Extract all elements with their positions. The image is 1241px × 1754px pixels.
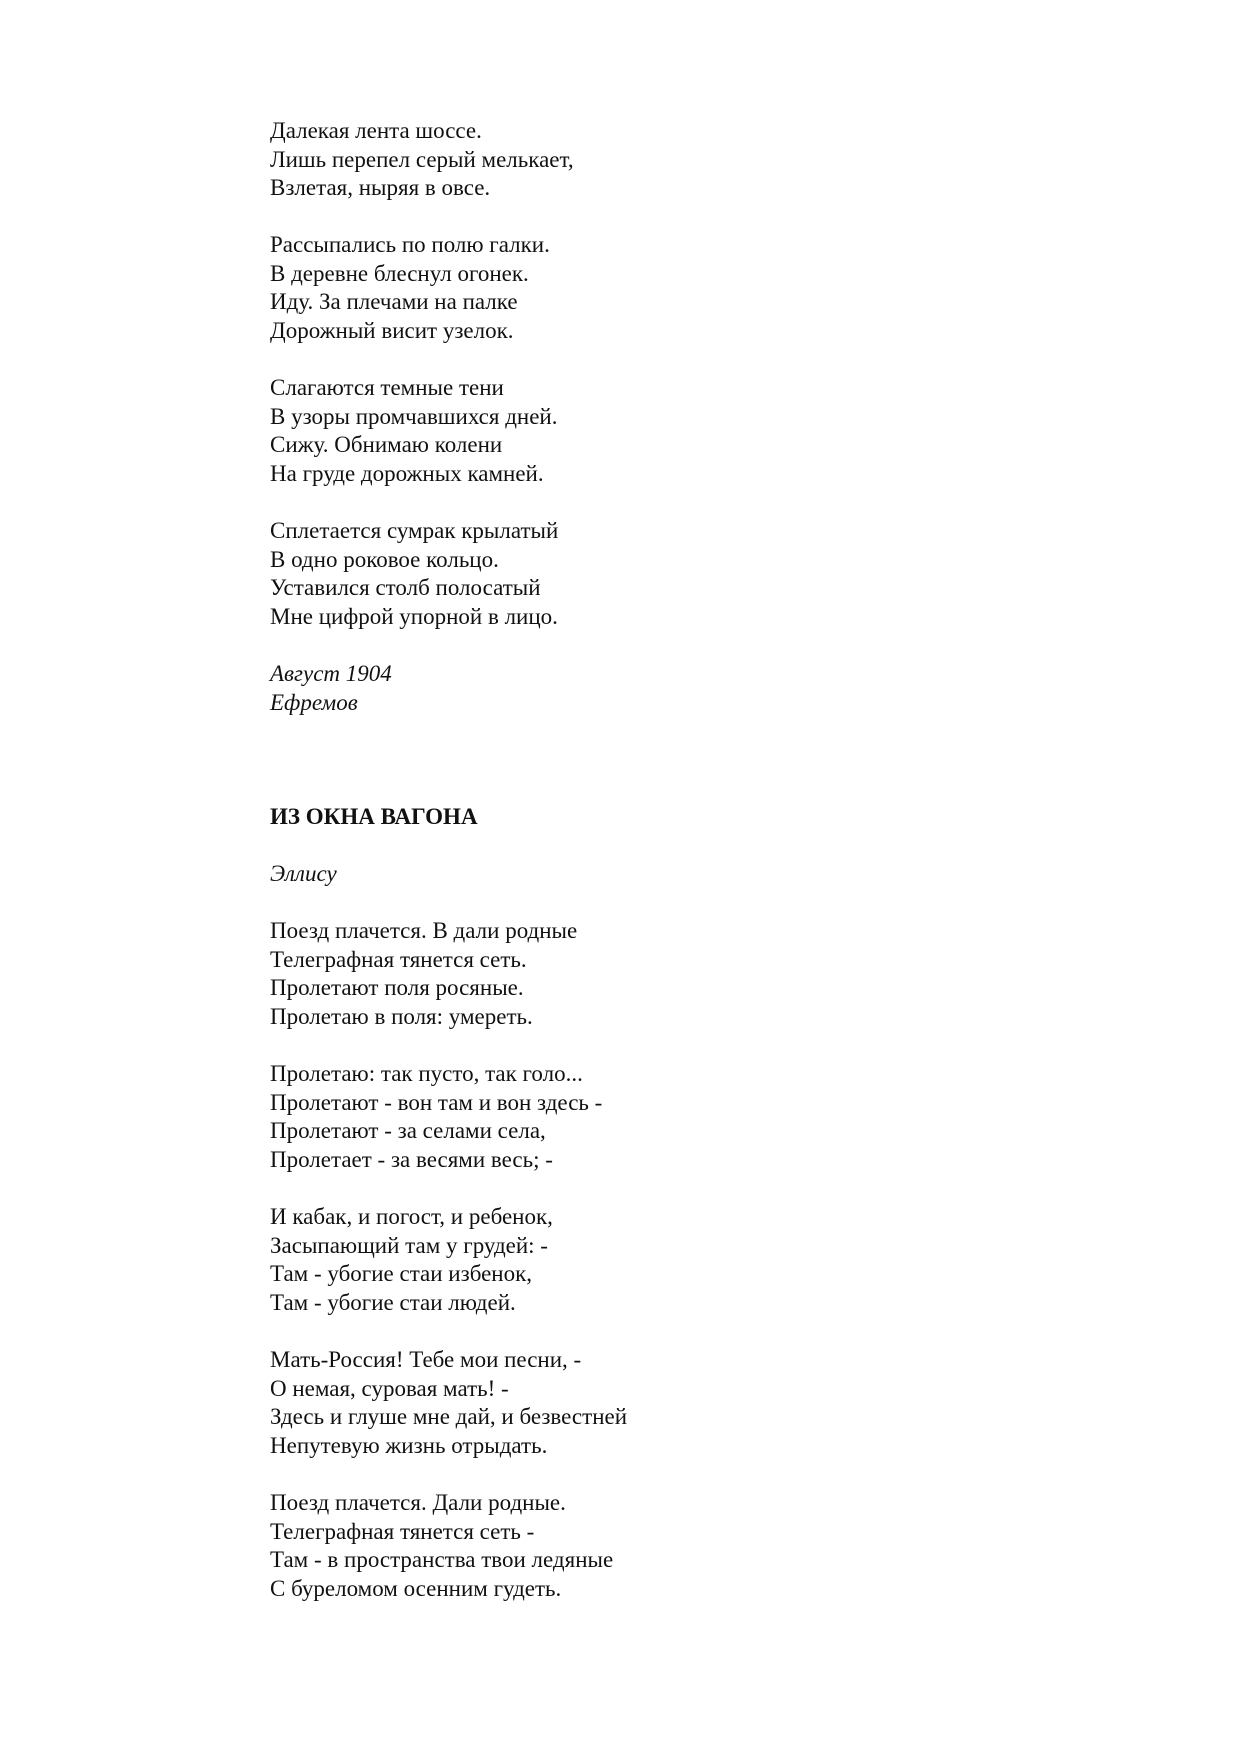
poem1-signature [270,660,392,717]
poem-line: Дорожный висит узелок. [270,318,514,344]
poem-line: Уставился столб полосатый [270,575,541,601]
poem-title: ИЗ ОКНА ВАГОНА [270,804,478,829]
poem-line: Сижу. Обнимаю колени [270,432,503,458]
poem-line: Слагаются темные тени [270,375,504,400]
poem2-stanza-5 [270,1489,613,1604]
poem-line: Иду. За плечами на палке [270,289,518,315]
poem-line: Поезд плачется. В дали родные [270,918,578,943]
poem-line: И кабак, и погост, и ребенок, [270,1204,553,1229]
poem-line: Пролетают - за селами села, [270,1118,546,1144]
poem-line: Здесь и глуше мне дай, и безвестней [270,1404,628,1430]
poem-line: Сплетается сумрак крылатый [270,518,559,543]
poem-line: Телеграфная тянется сеть. [270,946,527,972]
poem-line: Мне цифрой упорной в лицо. [270,604,558,630]
poem-place: Ефремов [270,689,358,715]
poem-line: В одно роковое кольцо. [270,546,499,572]
poem-line: На груде дорожных камней. [270,461,544,487]
poem-line: Пролетаю в поля: умереть. [270,1004,533,1030]
poem-line: Лишь перепел серый мелькает, [270,146,574,172]
poem-line: Пролетает - за весями весь; - [270,1147,553,1173]
poem1-stanza-2 [270,231,550,346]
poem1-stanza-3 [270,374,557,489]
poem2-stanza-1 [270,917,577,1032]
poem-line: Взлетая, ныряя в овсе. [270,175,491,201]
poem-line: Пролетают - вон там и вон здесь - [270,1089,603,1115]
poem-line: Засыпающий там у грудей: - [270,1232,548,1258]
poem-line: Там - в пространства твои ледяные [270,1547,614,1573]
poem-date: Август 1904 [270,661,392,686]
poem-line: О немая, суровая мать! - [270,1375,509,1401]
poem1-stanza-1 [270,117,574,203]
poem-line: Там - убогие стаи избенок, [270,1261,533,1287]
poem-line: Пролетают поля росяные. [270,975,524,1001]
poem-dedication-block [270,860,337,889]
poem-line: Непутевую жизнь отрыдать. [270,1433,548,1459]
poem-line: Пролетаю: так пусто, так голо... [270,1061,583,1086]
poem-line: Далекая лента шоссе. [270,118,482,143]
poem2-stanza-4 [270,1346,627,1461]
poem-line: В узоры промчавшихся дней. [270,403,558,429]
poem-line: Рассыпались по полю галки. [270,232,550,257]
poem-line: Мать-Россия! Тебе мои песни, - [270,1347,582,1372]
poem2-stanza-3 [270,1203,553,1318]
poem-line: Там - убогие стаи людей. [270,1290,516,1316]
poem-line: Телеграфная тянется сеть - [270,1518,535,1544]
poem-dedication: Эллису [270,861,337,886]
poem-line: В деревне блеснул огонек. [270,260,529,286]
poem2-stanza-2 [270,1060,602,1175]
poem-line: Поезд плачется. Дали родные. [270,1490,566,1515]
poem-line: С буреломом осенним гудеть. [270,1576,562,1602]
poem1-stanza-4 [270,517,558,632]
